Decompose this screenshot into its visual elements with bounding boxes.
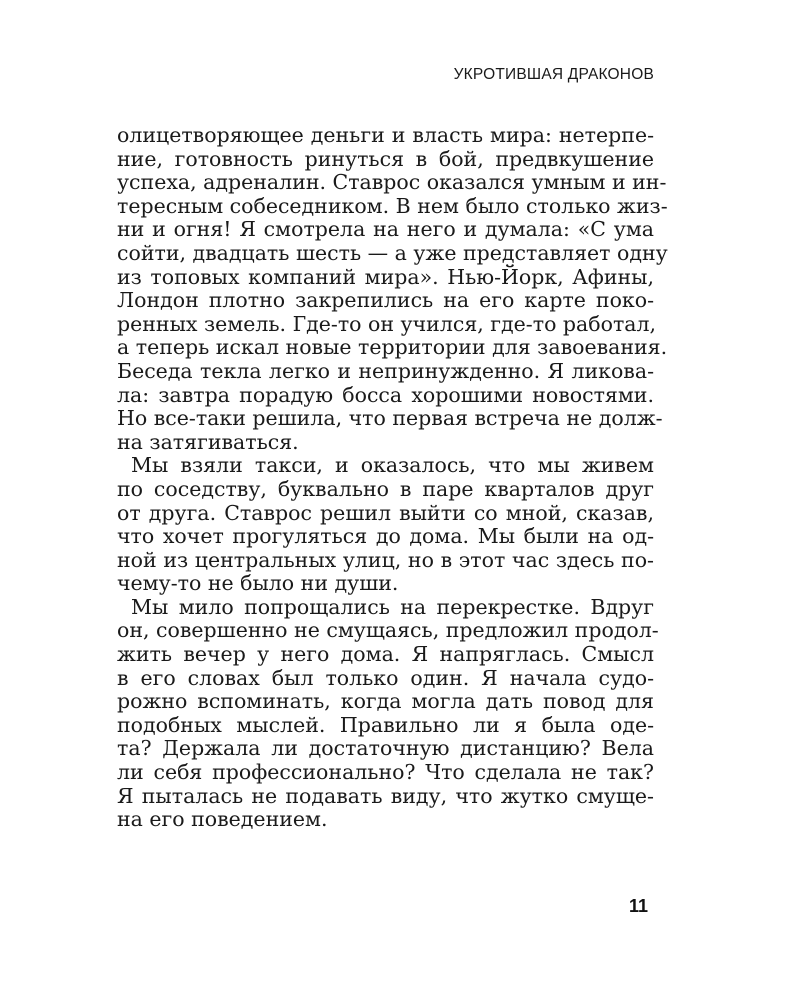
text-line: олицетворяющее деньги и власть мира: нетерпе-	[117, 123, 654, 147]
text-line: по соседству, буквально в паре кварталов друг	[117, 476, 654, 501]
text-line: успеха, адреналин. Ставрос оказался умным и ин-	[117, 170, 667, 195]
text-line: ние, готовность ринуться в бой, предвкушение	[117, 146, 654, 171]
text-line: на затягиваться.	[117, 429, 299, 454]
text-line: ной из центральных улиц, но в этот час здесь по-	[117, 547, 654, 572]
text-line: из топовых компаний мира». Нью-Йорк, Афины,	[117, 264, 654, 289]
text-line: он, совершенно не смущаясь, предложил продол-	[117, 618, 659, 643]
page-number: 11	[628, 896, 648, 916]
text-line: сойти, двадцать шесть — а уже представляет одну	[117, 240, 668, 265]
text-line: на его поведением.	[117, 807, 328, 832]
text-line: что хочет прогуляться до дома. Мы были на од-	[117, 524, 654, 549]
text-line: Я пыталась не подавать виду, что жутко смуще-	[117, 783, 654, 808]
text-line: Лондон плотно закрепились на его карте поко-	[117, 288, 654, 313]
text-line: ла: завтра порадую босса хорошими новостями.	[117, 382, 654, 407]
text-line: Мы мило попрощались на перекрестке. Вдруг	[131, 594, 654, 619]
body-text	[117, 123, 668, 832]
text-line: чему-то не было ни души.	[117, 571, 399, 596]
text-line: та? Держала ли достаточную дистанцию? Вела	[117, 736, 654, 761]
text-line: от друга. Ставрос решил выйти со мной, сказав,	[117, 500, 654, 525]
text-line: рожно вспоминать, когда могла дать повод для	[117, 689, 654, 714]
text-line: жить вечер у него дома. Я напряглась. Смысл	[117, 642, 654, 667]
text-line: Но все-таки решила, что первая встреча не долж-	[117, 406, 663, 431]
text-line: ренных земель. Где-то он учился, где-то работал,	[117, 311, 657, 336]
text-line: в его словах был только один. Я начала судо-	[117, 665, 654, 690]
text-line: подобных мыслей. Правильно ли я была оде-	[117, 712, 654, 737]
text-line: а теперь искал новые территории для завоевания.	[117, 335, 668, 360]
text-line: тересным собеседником. В нем было столько жиз-	[117, 193, 668, 218]
running-header: УКРОТИВШАЯ ДРАКОНОВ	[453, 66, 654, 83]
text-line: Беседа текла легко и непринужденно. Я ликова-	[117, 358, 654, 383]
text-line: Мы взяли такси, и оказалось, что мы живем	[131, 453, 654, 478]
text-line: ни и огня! Я смотрела на него и думала: «С ума	[117, 217, 654, 242]
text-line: ли себя профессионально? Что сделала не так?	[117, 760, 654, 785]
